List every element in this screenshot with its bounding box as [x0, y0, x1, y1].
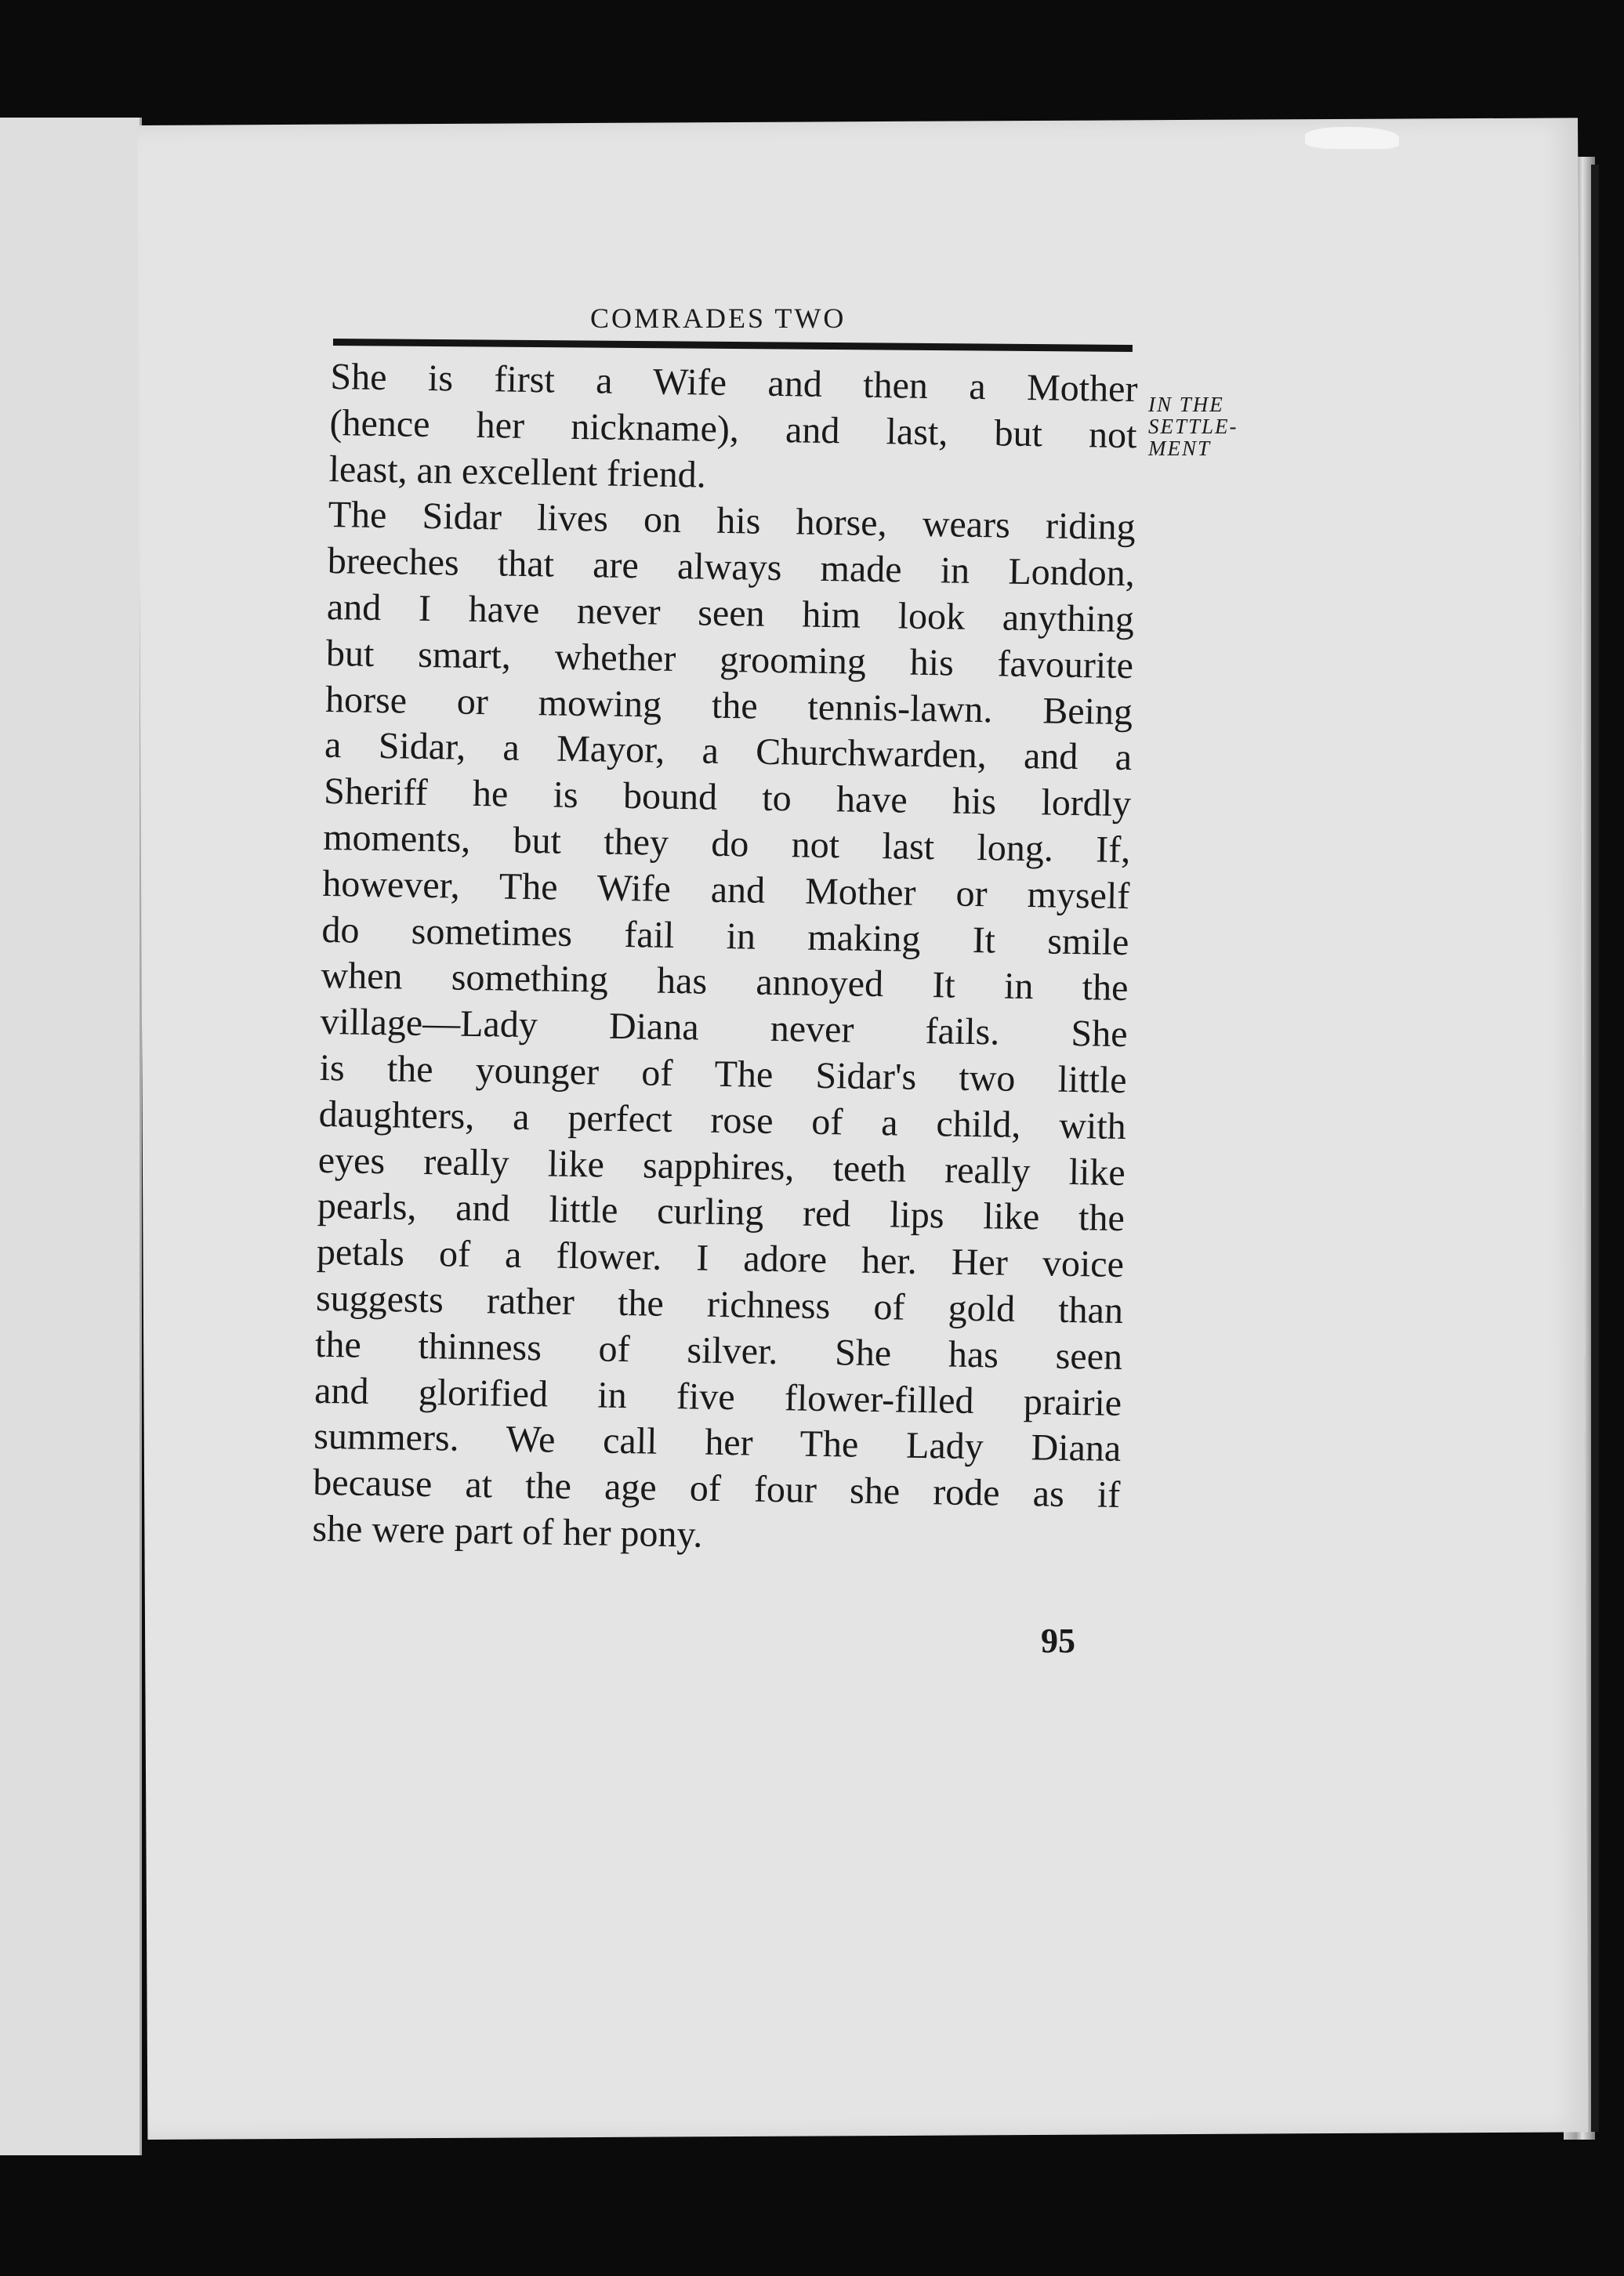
text-line: the thinness of silver. She has seen — [314, 1323, 1123, 1378]
text-line: village—Lady Diana never fails. She — [320, 1001, 1128, 1056]
facing-page-edge — [0, 118, 142, 2155]
text-line: suggests rather the richness of gold than — [315, 1277, 1124, 1332]
text-line: a Sidar, a Mayor, a Churchwarden, and a — [324, 724, 1133, 779]
torn-corner — [1305, 127, 1399, 149]
text-line: however, The Wife and Mother or myself — [321, 862, 1130, 917]
text-line: horse or mowing the tennis-lawn. Being — [324, 678, 1133, 733]
margin-note-line: IN THE — [1148, 393, 1224, 416]
margin-note-line: SETTLE- — [1148, 415, 1238, 438]
text-line: and I have never seen him look anything — [326, 585, 1135, 641]
text-line: petals of a flower. I adore her. Her voice — [316, 1231, 1125, 1286]
body-text — [312, 354, 1138, 1565]
text-line: breeches that are always made in London, — [327, 540, 1136, 595]
text-line: but smart, whether grooming his favourite — [325, 632, 1134, 687]
running-head: COMRADES TWO — [590, 303, 846, 334]
text-line: pearls, and little curling red lips like the — [317, 1185, 1126, 1240]
page-stack-shadow — [1591, 165, 1599, 2132]
text-line: when something has annoyed It in the — [321, 955, 1129, 1009]
text-line: eyes really like sapphires, teeth really like — [317, 1139, 1126, 1194]
text-line: do sometimes fail in making It smile — [321, 908, 1129, 963]
text-line: daughters, a perfect rose of a child, with — [318, 1093, 1127, 1147]
text-line: is the younger of The Sidar's two little — [319, 1046, 1127, 1102]
text-line: She is first a Wife and then a Mother — [330, 355, 1138, 411]
text-line: The Sidar lives on his horse, wears riding — [328, 494, 1136, 549]
text-line: because at the age of four she rode as if — [312, 1461, 1121, 1517]
margin-note-line: MENT — [1148, 437, 1212, 460]
margin-note — [1148, 393, 1238, 459]
text-line: summers. We call her The Lady Diana — [313, 1415, 1122, 1470]
text-line: (hence her nickname), and last, but not — [329, 401, 1137, 456]
page-number: 95 — [1041, 1622, 1075, 1660]
text-line: and glorified in five flower-filled prairie — [314, 1369, 1122, 1424]
text-line: least, an excellent friend. — [328, 448, 707, 496]
text-line: moments, but they do not last long. If, — [322, 816, 1131, 872]
text-line: she were part of her pony. — [312, 1507, 703, 1556]
text-line: Sheriff he is bound to have his lordly — [323, 770, 1132, 825]
